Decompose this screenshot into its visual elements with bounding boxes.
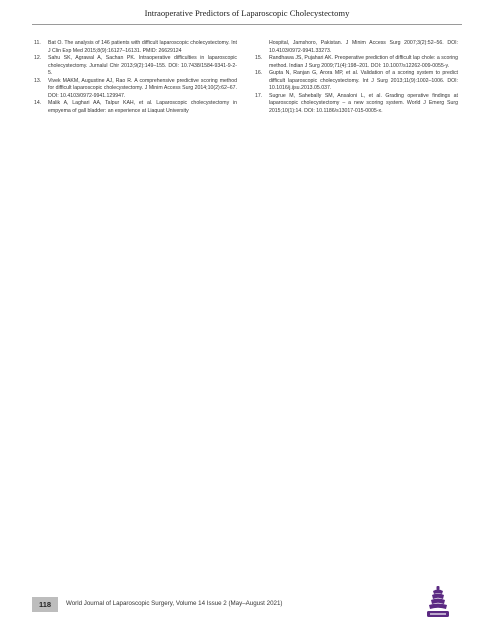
- reference-number: 13.: [34, 77, 42, 84]
- reference-number: 11.: [34, 40, 41, 46]
- reference-text: Hospital, Jamshoro, Pakistan. J Minim Access Surg 2007;3(2):52–56. DOI: 10.4103/0972-9941.33273.: [269, 40, 458, 54]
- journal-citation-line: World Journal of Laparoscopic Surgery, Volume 14 Issue 2 (May–August 2021): [66, 600, 283, 607]
- running-title: Intraoperative Predictors of Laparoscopic Cholecystectomy: [144, 8, 350, 18]
- reference-number: 15.: [255, 55, 263, 61]
- reference-text: Malik A, Laghari AA, Talpur KAH, et al. Laparoscopic cholecystectomy in empyema of gall bladder: an experience at Liaquat University: [48, 100, 237, 114]
- reference-column-left: [34, 40, 237, 115]
- reference-number: 17.: [255, 92, 263, 99]
- reference-text: Sugrue M, Sahebally SM, Ansaloni L, et al. Grading operative findings at laparoscopic cholecystectomy – a new scoring system. World J Emerg Surg 2015;10(1):14. DOI: 10.1186/s13017-015-0005-x.: [269, 92, 458, 114]
- reference-number: 16.: [255, 70, 263, 76]
- reference-text: Sahu SK, Agrawal A, Sachan PK. Intraoperative difficulties in laparoscopic cholecystectomy. Jurnalul Chir 2013;9(2):149–155. DOI: 10.7438/1584-9341-9-2-5.: [48, 55, 237, 76]
- reference-text: Randhawa JS, Pujahari AK. Preoperative prediction of difficult lap chole: a scoring method. Indian J Surg 2009;71(4):198–201. DOI: 10.1007/s12262-009-0055-y.: [269, 55, 458, 69]
- journal-logo-icon: [424, 584, 452, 620]
- reference-item: [255, 70, 458, 93]
- reference-item: [255, 93, 458, 116]
- page-number: 118: [32, 597, 58, 612]
- reference-text: Vivek MAKM, Augustine AJ, Rao R. A comprehensive predictive scoring method for difficult laparoscopic cholecystectomy. J Minim Access Surg 2014;10(2):62–67. DOI: 10.4103/0972-9941.129947.: [48, 77, 237, 99]
- reference-item-continued: [255, 40, 458, 55]
- reference-text: Gupta N, Ranjan G, Arora MP, et al. Validation of a scoring system to predict difficult laparoscopic cholecystectomy. Int J Surg 2013;11(9):1002–1006. DOI: 10.1016/j.ijsu.2013.05.037.: [269, 70, 458, 91]
- reference-number: 14.: [34, 100, 42, 106]
- reference-item: [34, 40, 237, 55]
- reference-column-right: [255, 40, 458, 115]
- reference-item: [34, 78, 237, 101]
- reference-number: 12.: [34, 55, 42, 61]
- reference-item: [34, 55, 237, 78]
- reference-item: [34, 100, 237, 115]
- reference-text: Bat O. The analysis of 146 patients with difficult laparoscopic cholecystectomy. Int J Clin Exp Med 2015;8(9):16127–16131. PMID: 26629124: [48, 40, 237, 54]
- reference-item: [255, 55, 458, 70]
- header-rule: [32, 24, 462, 25]
